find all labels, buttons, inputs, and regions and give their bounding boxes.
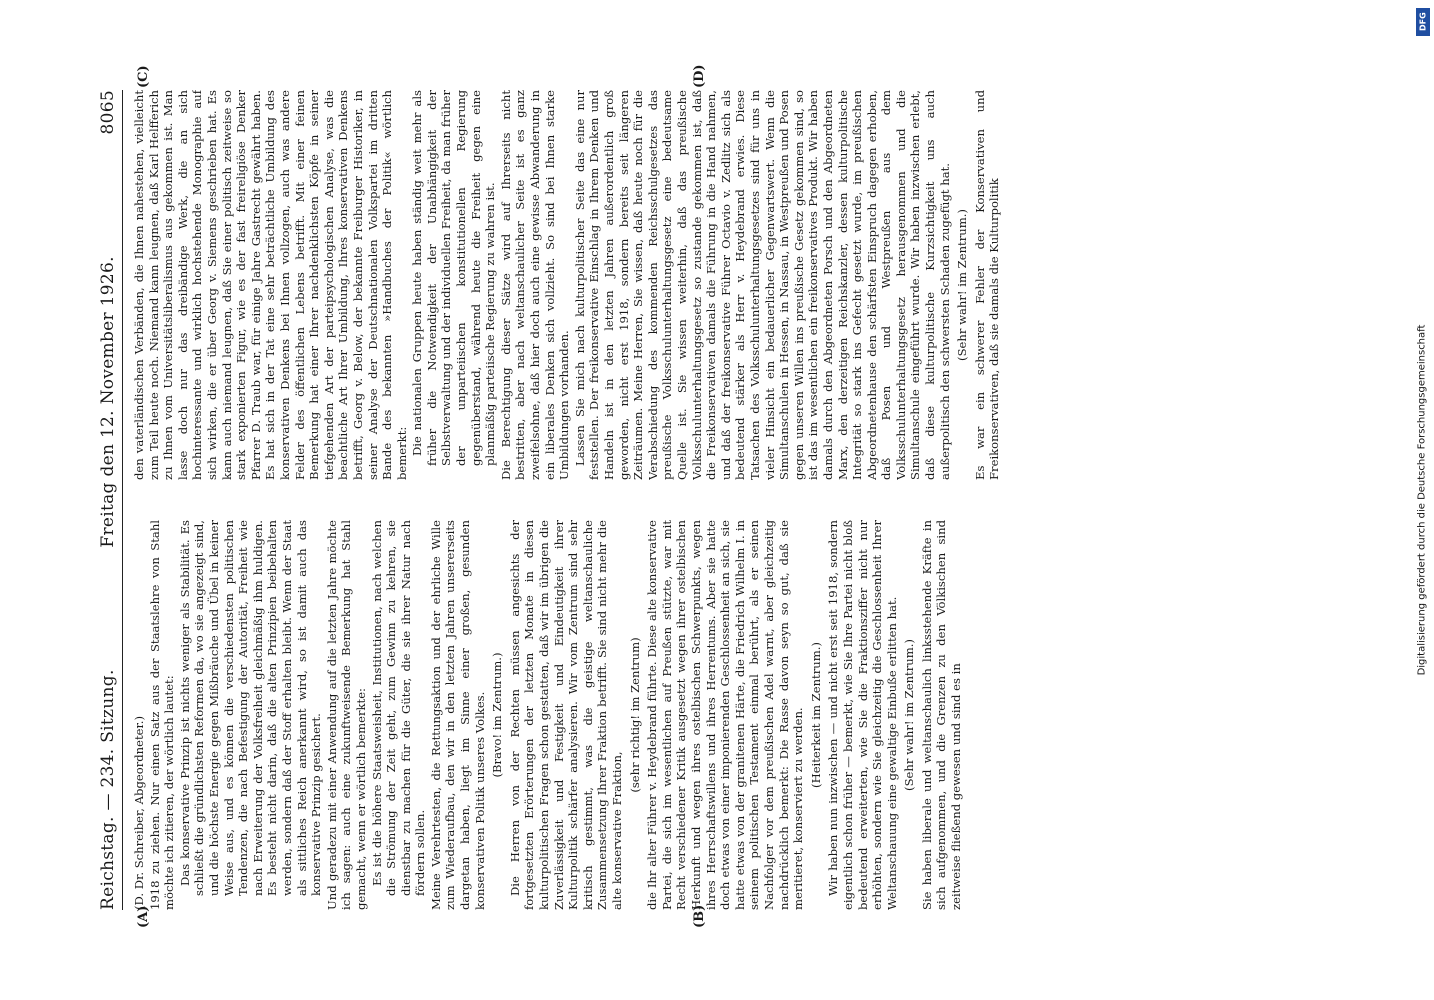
interjection-text: (Heiterkeit im Zentrum.) — [808, 642, 823, 788]
dfg-logo: DFG — [1416, 8, 1430, 36]
left-column — [132, 520, 1342, 910]
paragraph: Und geradezu mit einer Anwendung auf die letzten Jahre möchte ich sagen: auch eine zukunftweisende Bemerkung hat Stahl gemacht, wenn er wörtlich bemerkte: — [324, 520, 368, 910]
paragraph: Die Herren von der Rechten müssen angesichts der fortgesetzten Erörterungen der letzten Monate in diesen kulturpolitischen Fragen schon gestatten, daß wir im übrigen die Zuverlässigkeit und Festigkeit und Eindeutigkeit ihrer Kulturpolitik schärfer analysieren. Wir vom Zentrum sind sehr kritisch gestimmt, was die geistige weltanschauliche Zusammensetzung Ihrer Fraktion betrifft. Sie sind nicht mehr die alte konservative Fraktion, — [507, 520, 624, 910]
dfg-credit-text: Digitalisierung gefördert durch die Deutsche Forschungsgemeinschaft — [1416, 324, 1428, 676]
paragraph: Es ist die höhere Staatsweisheit, Institutionen, nach welchen die Strömung der Zeit geht, zum Gewinn zu kehren, sie dienstbar zu machen für die Güter, die sie ihrer Natur nach fördern sollen. — [369, 520, 428, 896]
paragraph: Die Berechtigung dieser Sätze wird auf Ihrerseits nicht bestritten, aber nach weltanschaulicher Seite ist es ganz zweifelsohne, daß hier doch auch eine gewisse Abwanderung in ein liberales Denken sich vollzieht. So sind bei Ihnen starke Umbildungen vorhanden. — [498, 90, 572, 480]
margin-marker-c: (C) — [136, 65, 151, 88]
paragraph: den vaterländischen Verbänden, die Ihnen nahestehen, vielleicht zum Teil heute noch. Niemand kann leugnen, daß Karl Helfferich zu Ihnen vom Universitätsliberalismus aus gekommen ist. Man lasse doch nur das dreibändige Werk, die an sich hochinteressante und wirklich hochstehende Monographie auf sich wirken, die er über Georg v. Siemens geschrieben hat. Es kann auch niemand leugnen, daß Sie einer politisch zeitweise so stark exponierten Figur, wie es der fast freireligiöse Denker Pfarrer D. Traub war, für einige Jahre Gastrecht gewährt haben. Es hat sich in der Tat eine sehr beträchtliche Umbildung des konservativen Denkens bei Ihnen vollzogen, auch was andere Felder des öffentlichen Lebens betrifft. Mit einer feinen Bemerkung hat einer Ihrer nachdenklichsten Köpfe in seiner tiefgehenden Art der parteipsychologischen Analyse, was die beachtliche Art Ihrer Umbildung, Ihres konservativen Denkens betrifft, Georg v. Below, der bekannte Freiburger Historiker, in seiner Analyse der Deutschnationalen Volkspartei im dritten Bande des bekannten »Handbuches der Politik« wörtlich bemerkt: — [132, 90, 409, 480]
paragraph: 1918 zu ziehen. Nur einen Satz aus der Staatslehre von Stahl möchte ich zitieren, der wörtlich lautet: — [147, 520, 177, 910]
paragraph: Sie haben liberale und weltanschaulich linksstehende Kräfte in sich aufgenommen, und die Grenzen zu den Völkischen sind zeitweise fließend gewesen und sind es in — [919, 520, 964, 910]
interjection-text: (Bravo! im Zentrum.) — [490, 652, 505, 778]
right-column — [132, 90, 1342, 480]
margin-marker-a: (A) — [136, 905, 151, 928]
interjection-text: (sehr richtig! im Zentrum) — [627, 637, 642, 793]
paragraph: Lassen Sie mich nach kulturpolitischer Seite das eine nur feststellen. Der freikonservative Einschlag in Ihrem Denken und Handeln ist in den letzten Jahren außerordentlich groß geworden, nicht erst 1918, sondern bereits seit längeren Zeiträumen. Meine Herren, Sie wissen, daß heute noch für die Verabschiedung des kommenden Reichsschulgesetzes das preußische Volksschulunterhaltungsgesetz eine bedeutsame Quelle ist. Sie wissen weiterhin, daß das preußische Volksschulunterhaltungsgesetz so zustande gekommen ist, daß die Freikonservativen damals die Führung in die Hand nahmen, und daß der freikonservative Führer Octavio v. Zedlitz sich als bedeutend stärker als Herr v. Heydebrand erwies. Diese Tatsachen des Volksschulunterhaltungsgesetzes sind für uns in vieler Hinsicht ein bedauerlicher Gegenwartswert. Wenn die Simultanschulen in Hessen, in Nassau, in Westpreußen und Posen gegen unseren Willen ins preußische Gesetz gekommen sind, so ist das im wesentlichen ein freikonservatives Produkt. Wir haben damals durch den Abgeordneten Porsch und den Abgeordneten Marx, den derzeitigen Reichskanzler, dessen kulturpolitische Integrität so stark ins Gefecht gesetzt wurde, im preußischen Abgeordnetenhause den schärfsten Einspruch dagegen erhoben, daß Posen und Westpreußen aus dem Volksschulunterhaltungsgesetz herausgenommen und die Simultanschule eingeführt wurde. Wir haben inzwischen erlebt, daß diese kulturpolitische Kurzsichtigkeit uns auch außerpolitisch den schwersten Schaden zugefügt hat. — [572, 90, 952, 480]
interjection-text: (Sehr wahr! im Zentrum.) — [902, 639, 917, 791]
paragraph: (D. Dr. Schreiber, Abgeordneter.) — [132, 716, 146, 910]
margin-marker-d: (D) — [692, 64, 707, 88]
header-center: Freitag den 12. November 1926. — [98, 256, 118, 548]
page-number: 8065 — [98, 90, 118, 135]
page-header — [90, 90, 123, 910]
paragraph: Meine Verehrtesten, die Rettungsaktion und der ehrliche Wille zum Wiederaufbau, den wir in den letzten Jahren unsererseits dargetan haben, liegt im Sinne einer großen, gesunden konservativen Politik unseres Volkes. — [428, 520, 487, 910]
document-page — [72, 64, 1362, 930]
interjection-text: (Sehr wahr! im Zentrum.) — [955, 209, 970, 361]
paragraph: Es war ein schwerer Fehler der Konservativen und Freikonservativen, daß sie damals die Kulturpolitik — [972, 90, 1002, 480]
margin-marker-b: (B) — [692, 904, 707, 928]
paragraph: Die nationalen Gruppen heute haben ständig weit mehr als früher die Notwendigkeit der Unabhängigkeit der Selbstverwaltung und der individuellen Freiheit, da man früher der unparteiischen konstitutionellen Regierung gegenüberstand, während heute die Freiheit gegen eine planmäßig parteiische Regierung zu wahren ist. — [410, 90, 498, 466]
paragraph: Das konservative Prinzip ist nichts weniger als Stabilität. Es schließt die gründlichsten Reformen da, wo sie angezeigt sind, und die höchste Energie gegen Mißbräuche und Übel in keiner Weise aus, und es können die verschiedensten politischen Tendenzen, die nach Befestigung der Autorität, Freiheit wie nach Erweiterung der Volksfreiheit gleichmäßig ihm huldigen. Es besteht nicht darin, daß die alten Prinzipien beibehalten werden, sondern daß der Stoff erhalten bleibt. Wenn der Staat als sittliches Reich anerkannt wird, so ist damit auch das konservative Prinzip gesichert. — [177, 520, 324, 896]
paragraph: Wir haben nun inzwischen — und nicht erst seit 1918, sondern eigentlich schon früher — bemerkt, wie Sie Ihre Partei nicht bloß bedeutend erweiterten, wie Sie die Fraktionsziffer nicht nur erhöhten, sondern wie Sie gleichzeitig die Geschlossenheit Ihrer Weltanschauung eine gewaltige Einbuße erlitten hat. — [826, 520, 899, 910]
header-left: Reichstag. — 234. Sitzung. — [98, 669, 118, 910]
paragraph: die Ihr alter Führer v. Heydebrand führte. Diese alte konservative Partei, die sich im wesentlichen auf Preußen stützte, war mit Recht verschiedener Kritik ausgesetzt wegen ihrer ostelbischen Herkunft und wegen ihres ostelbischen Schwerpunkts, wegen ihres Herrschaftswillens und ihres Herrentums. Aber sie hatte doch etwas von einer imponierenden Geschlossenheit an sich, sie hatte etwas von der granitenen Härte, die Friedrich Wilhelm I. in seinem politischen Testament einmal berührt, als er seinen Nachfolger vor dem preußischen Adel warnt, aber gleichzeitig nachdrücklich bemerkt: Die Rasse davon seyn so gut, daß sie meritieret, konserviert zu werden. — [645, 520, 806, 910]
